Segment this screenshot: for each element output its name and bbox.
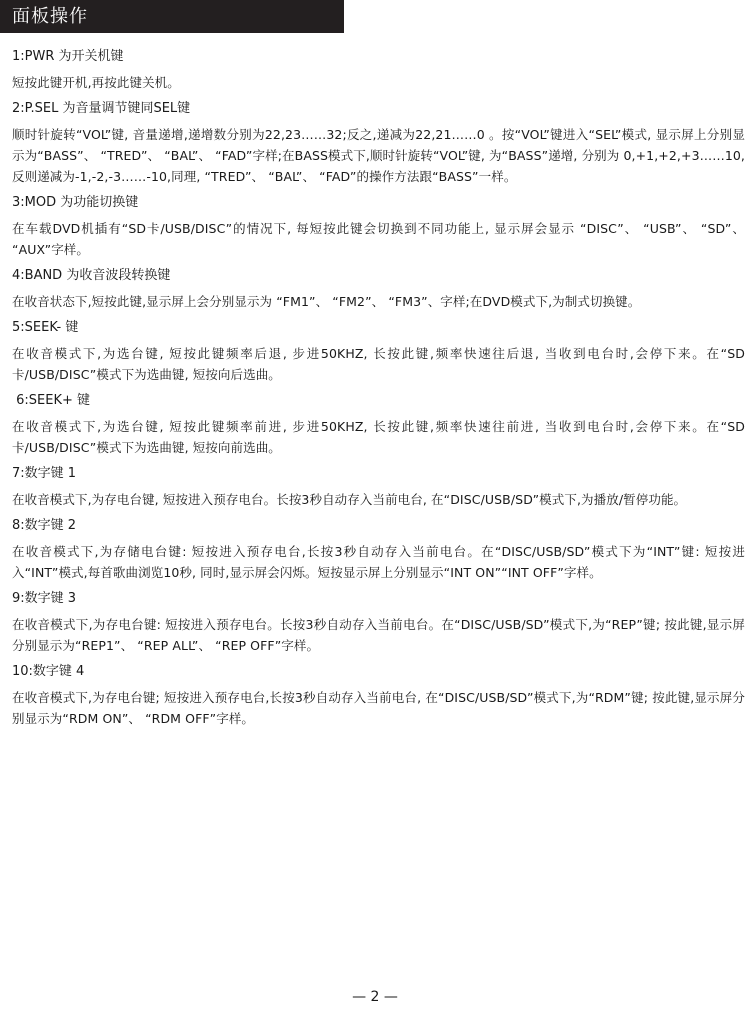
- item-body: 在收音模式下,为存电台键: 短按进入预存电台。长按3秒自动存入当前电台。在“DISC/USB/SD”模式下,为“REP”键; 按此键,显示屏分别显示为“REP1”、 “REP ALL”、 “REP OFF”字样。: [12, 617, 745, 653]
- item-heading: 8:数字键 2: [12, 518, 77, 533]
- item-heading: 3:MOD 为功能切换键: [12, 195, 139, 210]
- instruction-item: [12, 465, 745, 510]
- item-body: 短按此键开机,再按此键关机。: [12, 75, 180, 90]
- item-body: 在收音模式下,为存电台键; 短按进入预存电台,长按3秒自动存入当前电台, 在“DISC/USB/SD”模式下,为“RDM”键; 按此键,显示屏分别显示为“RDM ON”、 “RDM OFF”字样。: [12, 690, 745, 726]
- item-body: 在收音模式下,为选台键, 短按此键频率前进, 步进50KHZ, 长按此键,频率快速往前进, 当收到电台时,会停下来。在“SD卡/USB/DISC”模式下为选曲键, 短按向前选曲。: [12, 419, 745, 455]
- item-body: 在收音模式下,为选台键, 短按此键频率后退, 步进50KHZ, 长按此键,频率快速往后退, 当收到电台时,会停下来。在“SD卡/USB/DISC”模式下为选曲键, 短按向后选曲。: [12, 346, 745, 382]
- instruction-list: [12, 48, 745, 736]
- instruction-item: [12, 194, 745, 260]
- item-heading: 2:P.SEL 为音量调节键同SEL键: [12, 101, 191, 116]
- item-heading: 4:BAND 为收音波段转换键: [12, 268, 171, 283]
- instruction-item: [12, 590, 745, 656]
- item-heading: 6:SEEK+ 键: [12, 393, 91, 408]
- section-title: 面板操作: [12, 6, 88, 27]
- item-heading: 5:SEEK- 键: [12, 320, 79, 335]
- item-heading: 9:数字键 3: [12, 591, 77, 606]
- instruction-item: [12, 517, 745, 583]
- item-body: 在收音状态下,短按此键,显示屏上会分别显示为 “FM1”、 “FM2”、 “FM3”、字样;在DVD模式下,为制式切换键。: [12, 294, 641, 309]
- instruction-item: [12, 100, 745, 187]
- item-body: 在收音模式下,为存电台键, 短按进入预存电台。长按3秒自动存入当前电台, 在“DISC/USB/SD”模式下,为播放/暂停功能。: [12, 492, 687, 507]
- item-body: 顺时针旋转“VOL”键, 音量递增,递增数分别为22,23……32;反之,递减为22,21……0 。按“VOL”键进入“SEL”模式, 显示屏上分别显示为“BASS”、 “TRED”、 “BAL”、 “FAD”字样;在BASS模式下,顺时针旋转“VOL”键, 为“BASS”递增, 分别为 0,+1,+2,+3……10, 反则递减为-1,-2,-3……-10,同理, “TRED”、 “BAL”、 “FAD”的操作方法跟“BASS”一样。: [12, 127, 745, 184]
- item-heading: 10:数字键 4: [12, 664, 85, 679]
- item-heading: 1:PWR 为开关机键: [12, 49, 124, 64]
- instruction-item: [12, 663, 745, 729]
- instruction-item: [12, 392, 745, 458]
- section-title-bar: [0, 0, 344, 33]
- item-heading: 7:数字键 1: [12, 466, 77, 481]
- instruction-item: [12, 319, 745, 385]
- instruction-item: [12, 48, 745, 93]
- item-body: 在收音模式下,为存储电台键: 短按进入预存电台,长按3秒自动存入当前电台。在“DISC/USB/SD”模式下为“INT”键: 短按进入“INT”模式,每首歌曲浏览10秒, 同时,显示屏会闪烁。短按显示屏上分别显示“INT ON”“INT OFF”字样。: [12, 544, 745, 580]
- instruction-item: [12, 267, 745, 312]
- item-body: 在车载DVD机插有“SD卡/USB/DISC”的情况下, 每短按此键会切换到不同功能上, 显示屏会显示 “DISC”、 “USB”、 “SD”、 “AUX”字样。: [12, 221, 745, 257]
- page-number: — 2 —: [352, 989, 398, 1005]
